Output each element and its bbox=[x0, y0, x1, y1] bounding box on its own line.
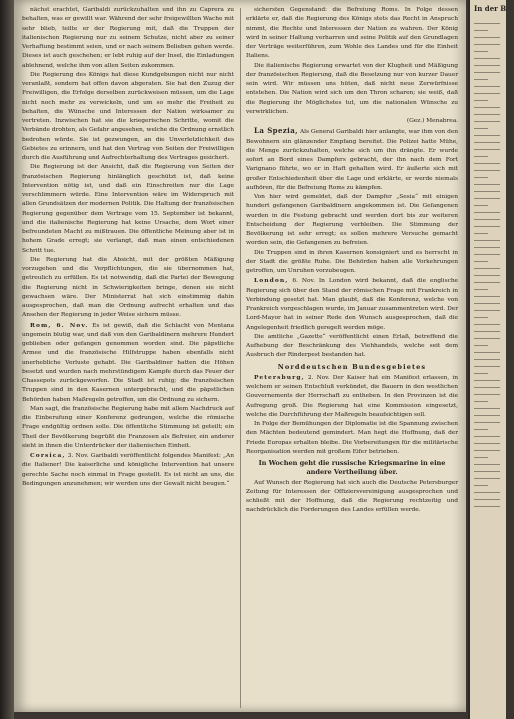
paragraph: Die Truppen sind in ihren Kasernen konsigniert und es herrscht in der Stadt die größte Ruhe. Die Behörden haben alle Vorkehrungen getroffen, um Unruhen vorzubeugen. bbox=[246, 249, 458, 274]
paragraph: Die Regierung des Königs hat diese Kundgebungen nicht nur nicht veranlaßt, sondern hat offen davon abgeraten. Sie hat den Zuzug der Freiwilligen, die Erfolge derselben zurückweisen müssen, um die Lage nicht noch mehr zu verwickeln, und um so mehr die Freiheit zu behalten, die Wünsche und Interessen der Nation wirksamer zu vertreten. Inzwischen hat sie die kriegerischen Schritte, womit die Verbände drohten, als Gefahr angesehen, welche die Ordnung ernstlich bedrohen würde. Sie ist gezwungen, an die Unverletzlichkeit des Gebietes zu erinnern, und hat den Vertrag von Seiten der Freiwilligen durch die Ausführung und Aufrechterhaltung des Vertrages gesichert. bbox=[22, 71, 234, 161]
article-london bbox=[246, 276, 458, 333]
section-heading: In Wochen geht die russische Kriegsmarine in eine andere Vertheilung über. bbox=[258, 459, 446, 477]
article-spezia bbox=[246, 126, 458, 193]
article-petersburg bbox=[246, 373, 458, 420]
dateline-petersburg: Petersburg, bbox=[254, 373, 305, 381]
paragraph: Die italienische Regierung erwartet von der Klugheit und Mäßigung der französischen Regierung, daß die Besetzung nur von kurzer Dauer sein wird. Wir müssen uns hüten, daß nicht neue Zerwürfnisse entstehen. Die Nation wird sich um den Thron scharen; sie weiß, daß die Regierung ihr Möglichstes tut, um die nationalen Wünsche zu verwirklichen. bbox=[246, 62, 458, 115]
paragraph: Die amtliche „Gazette“ veröffentlicht einen Erlaß, betreffend die Aufhebung der Beschränkung des Viehhandels, welche seit dem Ausbruch der Rinderpest bestanden hat. bbox=[246, 333, 458, 359]
paragraph: Die Regierung hat die Absicht, mit der größten Mäßigung vorzugehen und die Verpflichtungen, die sie übernommen hat, getreulich zu erfüllen. Es ist notwendig, daß die Partei der Bewegung die Regierung nicht in Schwierigkeiten bringe, denen sie nicht gewachsen wäre. Der Ministerrat hat sich einstimmig dahin ausgesprochen, daß man die Ordnung aufrecht erhalten und das Ansehen der Regierung in jeder Weise sichern müsse. bbox=[22, 256, 234, 319]
paragraph: nächst erachtet, Garibaldi zurückzuhalten und ihn zu Caprera zu behalten, was er gewillt war. Während der sehr freigewillten Wache mit sehr blieb, teilte er der Regierung mit, daß die Truppen der italienischen Regierung nur zu seinem Schutze, nicht aber zu seiner Verhaftung bestimmt seien, und er nach seinem Belieben gehen werde. Dieses ist auch geschehen; er lebt ruhig auf der Insel, die Einladungen ablehnend, welche ihm von allen Seiten zukommen. bbox=[22, 7, 234, 69]
paragraph: 3. Nov. Garibaldi veröffentlicht folgendes Manifest: „An die Italiener! Die kaiserliche und königliche Intervention hat unsere gerechte Sache noch einmal in Frage gestellt. Es ist nicht an uns, die Bedingungen anzunehmen; wir werden uns der Gewalt nicht beugen.“ bbox=[22, 453, 234, 487]
paragraph: 6. Nov. In London wird bekannt, daß die englische Regierung sich über den Stand der römischen Frage mit Frankreich in Verbindung gesetzt hat. Man glaubt, daß die Konferenz, welche von Frankreich vorgeschlagen wurde, im Januar zusammentreten wird. Der Lord-Mayor hat in seiner Rede den Wunsch ausgesprochen, daß die Angelegenheit friedlich geregelt werden möge. bbox=[246, 278, 458, 331]
paragraph: Die Regierung ist der Ansicht, daß die Regierung von Seiten der französischen Regierung hinlänglich geschützt ist, daß keine Intervention nötig ist, und daß ein Einschreiten nur die Lage verschlimmern würde. Eine Intervention wäre im Widerspruch mit allen Grundsätzen der modernen Politik. Die Haltung der französischen Regierung gegenüber dem Vertrage vom 15. September ist bekannt, und die italienische Regierung hat keine Ursache, dem Wort einer befreundeten Macht zu mißtrauen. Die öffentliche Meinung aber ist in hohem Grade erregt; sie verlangt, daß man einen entschiedenen Schritt tue. bbox=[22, 164, 234, 254]
dateline-corsica: Corsica, bbox=[30, 452, 66, 459]
section-heading: Norddeutschen Bundesgebietes bbox=[277, 362, 427, 371]
right-column bbox=[246, 6, 458, 706]
newspaper-page bbox=[14, 0, 466, 712]
column-rule bbox=[240, 8, 241, 708]
paragraph: Als General Garibaldi hier anlangte, war ihm von den Bewohnern ein glänzender Empfang bereitet. Die Polizei hatte Mühe, die Menge zurückzuhalten, welche sich um ihn drängte. Er wurde sofort an Bord eines Dampfers gebracht, der ihn nach dem Fort Varignano führte, wo er in Haft gehalten wird. Er äußerte sich mit großer Entschiedenheit über die Lage und erklärte, er werde niemals aufhören, für die Befreiung Roms zu kämpfen. bbox=[246, 129, 459, 191]
next-page-text-lines bbox=[474, 20, 514, 513]
paragraph: Auf Wunsch der Regierung hat sich auch die Deutsche Petersburger Zeitung für Interessen der Offiziersvereinigung ausgesprochen und schließt mit der Hoffnung, daß die Regierung rechtzeitig und nachdrücklich die Forderungen des Landes erfüllen werde. bbox=[246, 479, 458, 514]
book-gutter bbox=[0, 0, 14, 719]
next-page-header: In der B. bbox=[474, 4, 509, 13]
paragraph: sichersten Gegenstand: die Befreiung Roms. In Folge dessen erklärte er, daß die Regierung des Königs stets das Recht in Anspruch nimmt, die Rechte und Interessen der Nation zu wahren. Der König wird in seiner Haltung verharren und seine Politik auf den Grundlagen der Verträge weiterführen, zum Wohle des Landes und für die Einheit Italiens. bbox=[246, 7, 458, 60]
next-page-edge bbox=[468, 0, 509, 719]
paragraph: In Folge der Bemühungen der Diplomatie ist die Spannung zwischen den Mächten bedeutend gemindert. Man hegt die Hoffnung, daß der Friede Europas erhalten bleibe. Die Vorbereitungen für die militärische Reorganisation werden mit großem Eifer betrieben. bbox=[246, 421, 458, 455]
article-rom bbox=[22, 321, 234, 405]
dateline-london: London, bbox=[254, 277, 289, 285]
article-corsica bbox=[22, 451, 234, 489]
paragraph: Es ist gewiß, daß die Schlacht von Mentana ungemein blutig war, und daß von den Garibaldinern mehrere Hundert geblieben oder gefangen genommen worden sind. Die päpstliche Armee und die französische Hilfstruppe haben ebenfalls nicht unerhebliche Verluste gehabt. Die Garibaldiner hatten die Höhen besetzt und wurden nach mehrstündigem Kampfe durch das Feuer der Chassepots zurückgeworfen. Die Stadt ist ruhig; die französischen Truppen sind in den Kasernen untergebracht, und die päpstlichen Behörden haben Maßregeln getroffen, um die Ordnung zu sichern. bbox=[22, 322, 234, 403]
signature: (Gez.) Menabrea. bbox=[406, 118, 458, 124]
dateline-rom: Rom, 6. Nov. bbox=[30, 321, 89, 329]
left-column bbox=[22, 6, 234, 706]
paragraph: Von hier wird gemeldet, daß der Dampfer „Sesia“ mit einigen hundert gefangenen Garibaldinern angekommen ist. Die Gefangenen wurden in die Festung gebracht und werden dort bis zur weiteren Entscheidung der Regierung verbleiben. Die Stimmung der Bevölkerung ist sehr erregt; es sollen mehrere Versuche gemacht worden sein, die Gefangenen zu befreien. bbox=[246, 194, 458, 247]
paragraph: 2. Nov. Der Kaiser hat ein Manifest erlassen, in welchem er seinen Entschluß verkündet, die Bauern in den westlichen Gouvernements der Herrschaft zu entheben. In den Provinzen ist die Aufregung groß. Die Regierung hat eine Kommission eingesetzt, welche die Durchführung der Maßregeln beaufsichtigen soll. bbox=[246, 374, 458, 418]
paragraph: Man sagt, die französische Regierung habe mit allem Nachdruck auf die Einberufung einer Konferenz gedrungen, welche die römische Frage endgültig ordnen solle. Die öffentliche Stimmung ist geteilt; ein Theil der Bevölkerung begrüßt die Franzosen als Befreier, ein anderer sieht in ihnen die Unterdrücker der italienischen Einheit. bbox=[22, 405, 234, 449]
dateline-spezia: La Spezia, bbox=[254, 126, 299, 136]
